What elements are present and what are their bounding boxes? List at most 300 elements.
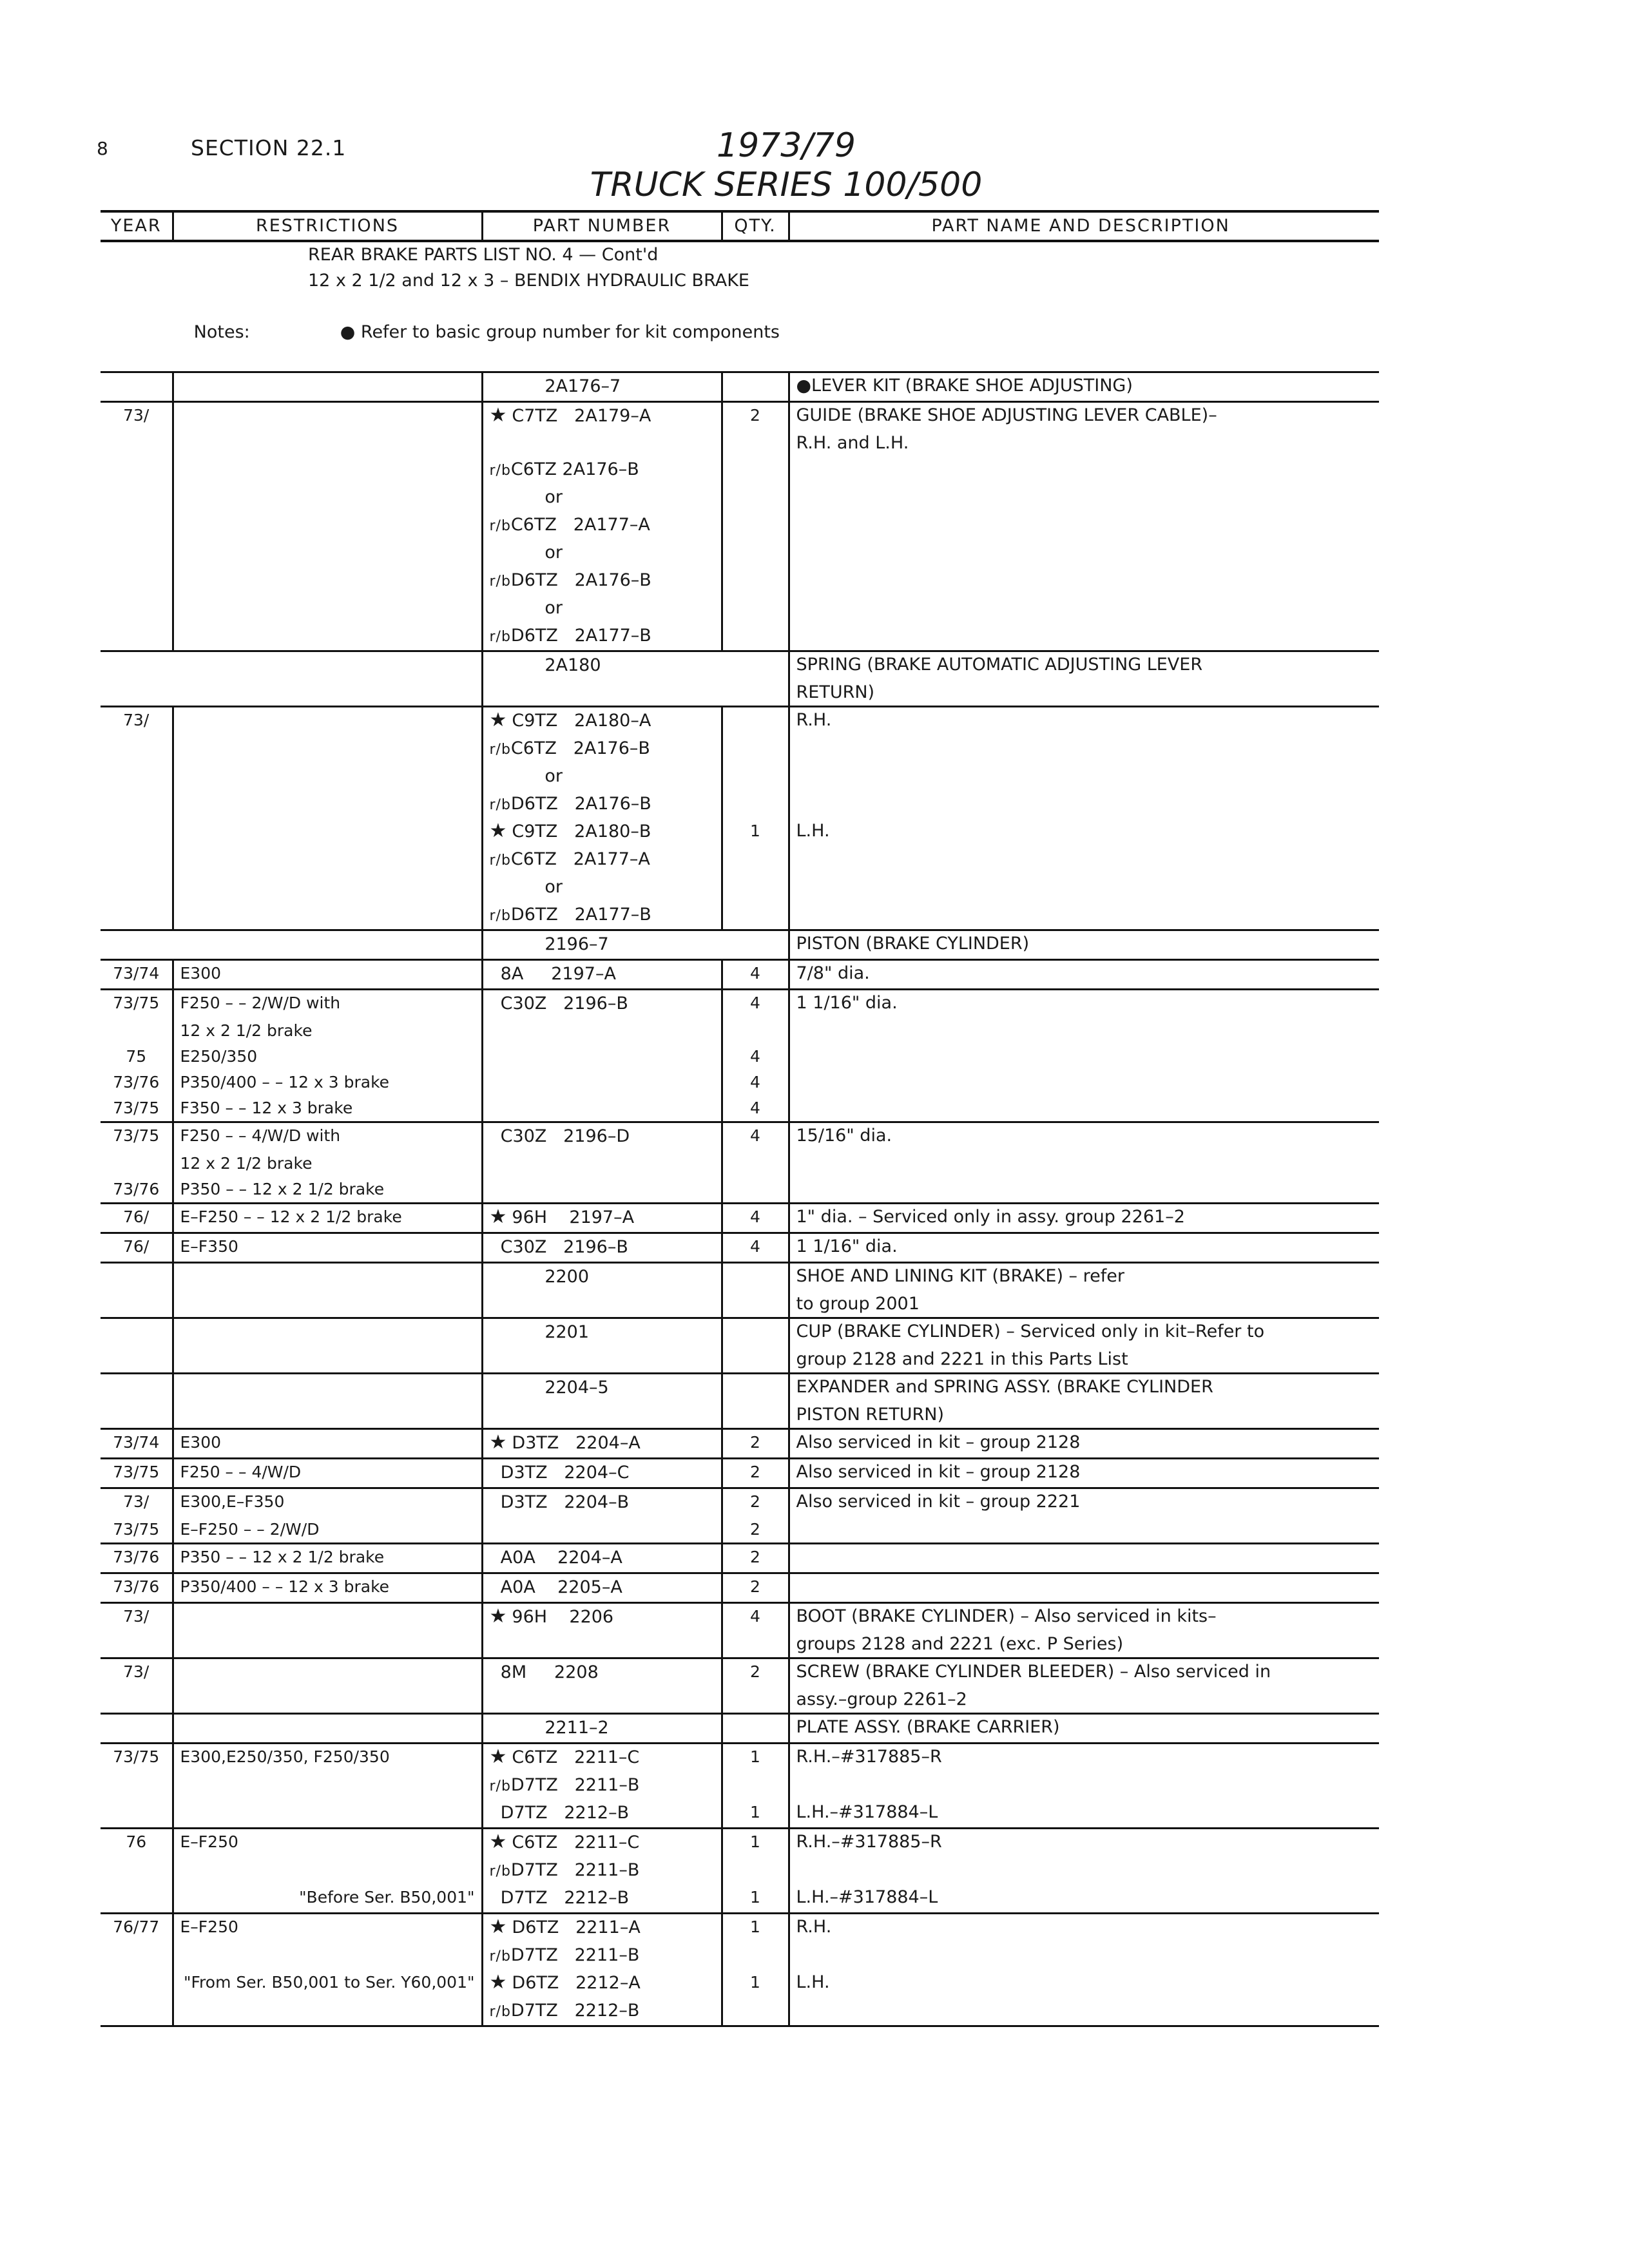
restrictions-cell [173, 1347, 482, 1374]
year-cell [101, 901, 173, 930]
qty-cell: 4 [722, 1070, 789, 1095]
part-number: C6TZ 2A177–A [510, 849, 650, 869]
qty-cell [722, 1318, 789, 1347]
part-number-cell [482, 680, 722, 707]
description-cell: RETURN) [789, 680, 1379, 707]
part-number-cell [482, 1233, 722, 1263]
year-cell [101, 763, 173, 791]
part-number: 2200 [489, 1267, 590, 1287]
qty-cell [722, 763, 789, 791]
description-cell [789, 1857, 1379, 1885]
part-number: A0A 2204–A [489, 1548, 622, 1568]
year-cell [101, 1318, 173, 1347]
restrictions-cell [173, 539, 482, 567]
description-cell: 1 1/16" dia. [789, 990, 1379, 1019]
qty-cell: 2 [722, 1544, 789, 1573]
part-number: D7TZ 2211–B [510, 1860, 640, 1880]
restrictions-cell: 12 x 2 1/2 brake [173, 1151, 482, 1177]
part-number: D7TZ 2211–B [510, 1945, 640, 1965]
part-number: 2A180 [489, 655, 601, 675]
description-cell: EXPANDER and SPRING ASSY. (BRAKE CYLINDER [789, 1374, 1379, 1403]
year-cell [101, 1347, 173, 1374]
part-number-cell [482, 1544, 722, 1573]
year-cell [101, 874, 173, 901]
description-cell [789, 874, 1379, 901]
year-cell [101, 1997, 173, 2026]
parts-table [101, 210, 1379, 2027]
restrictions-cell [173, 1318, 482, 1347]
qty-cell [722, 930, 789, 960]
part-number-cell [482, 1347, 722, 1374]
table-row [101, 1233, 1379, 1263]
description-cell [789, 1772, 1379, 1800]
table-row [101, 1429, 1379, 1459]
year-cell: 75 [126, 1047, 147, 1066]
year-cell [101, 930, 173, 960]
table-row [101, 1942, 1379, 1970]
qty-cell [722, 456, 789, 484]
restrictions-cell [173, 456, 482, 484]
part-number-cell [482, 791, 722, 818]
table-row [101, 456, 1379, 484]
description-cell [789, 1573, 1379, 1603]
year-cell [101, 735, 173, 763]
table-row [101, 1095, 1379, 1122]
header-description: PART NAME AND DESCRIPTION [789, 211, 1379, 241]
part-number: D3TZ 2204–A [512, 1433, 641, 1453]
restrictions-cell: F250 – – 4/W/D with [173, 1122, 482, 1151]
title-series: TRUCK SERIES 100/500 [590, 166, 983, 205]
description-cell [789, 1070, 1379, 1095]
part-number-cell [482, 1772, 722, 1800]
part-number-cell [482, 456, 722, 484]
restrictions-cell [173, 651, 482, 680]
star-icon: ★ [489, 820, 507, 842]
star-icon: ★ [489, 709, 507, 731]
qty-cell: 4 [722, 1603, 789, 1632]
restrictions-cell: F250 – – 2/W/D with [173, 990, 482, 1019]
notes-line-1: REAR BRAKE PARTS LIST NO. 4 — Cont'd [308, 245, 659, 265]
year-cell [101, 1291, 173, 1318]
year-cell: 73/ [101, 707, 173, 736]
year-cell [101, 1374, 173, 1403]
replaced-by-prefix: r/b [489, 573, 511, 590]
restrictions-cell [173, 484, 482, 512]
description-cell: CUP (BRAKE CYLINDER) – Serviced only in kit–Refer to [789, 1318, 1379, 1347]
year-cell [101, 484, 173, 512]
qty-cell [722, 567, 789, 595]
part-number-cell [482, 1177, 722, 1204]
description-cell: assy.–group 2261–2 [789, 1687, 1379, 1714]
year-cell: 76/ [101, 1204, 173, 1233]
part-number-cell [482, 1687, 722, 1714]
restrictions-cell: P350/400 – – 12 x 3 brake [173, 1070, 482, 1095]
qty-cell [722, 430, 789, 456]
replaced-by-prefix: r/b [489, 629, 511, 645]
description-cell: PISTON RETURN) [789, 1402, 1379, 1429]
part-number: 96H 2206 [512, 1607, 614, 1627]
part-number: C6TZ 2A177–A [510, 515, 650, 535]
part-number-cell [482, 1402, 722, 1429]
qty-cell [722, 1263, 789, 1292]
part-number: or [489, 766, 563, 786]
restrictions-cell [173, 763, 482, 791]
restrictions-cell [173, 930, 482, 960]
header-restrictions: RESTRICTIONS [173, 211, 482, 241]
description-cell: PLATE ASSY. (BRAKE CARRIER) [789, 1714, 1379, 1744]
star-icon: ★ [489, 1831, 507, 1853]
table-row [101, 1374, 1379, 1403]
year-cell: 73/ [101, 1603, 173, 1632]
part-number-cell [482, 1095, 722, 1122]
part-number: C6TZ 2211–C [512, 1832, 640, 1852]
part-number-cell [482, 372, 722, 402]
part-number: or [489, 598, 563, 618]
replaced-by-prefix: r/b [489, 2004, 511, 2020]
qty-cell: 4 [722, 1095, 789, 1122]
year-cell: 76/ [101, 1233, 173, 1263]
qty-cell [722, 539, 789, 567]
table-row [101, 1517, 1379, 1544]
description-cell: R.H.–#317885–R [789, 1744, 1379, 1773]
table-row [101, 901, 1379, 930]
year-cell: 73/75 [113, 1099, 160, 1117]
replaced-by-prefix: r/b [489, 742, 511, 758]
table-row [101, 1122, 1379, 1151]
restrictions-cell: E250/350 [173, 1044, 482, 1070]
qty-cell [722, 735, 789, 763]
restrictions-cell [173, 901, 482, 930]
star-icon: ★ [489, 404, 507, 427]
description-cell: Also serviced in kit – group 2128 [789, 1429, 1379, 1459]
restrictions-cell [173, 791, 482, 818]
restrictions-cell: E–F350 [173, 1233, 482, 1263]
year-cell [101, 680, 173, 707]
qty-cell [722, 1151, 789, 1177]
part-number: D7TZ 2212–B [489, 1888, 630, 1908]
description-cell [789, 1095, 1379, 1122]
year-cell [101, 456, 173, 484]
qty-cell: 1 [722, 1829, 789, 1858]
table-row [101, 1402, 1379, 1429]
restrictions-cell [173, 1942, 482, 1970]
part-number-cell [482, 874, 722, 901]
part-number-cell [482, 1829, 722, 1858]
restrictions-cell [173, 1714, 482, 1744]
part-number-cell [482, 1997, 722, 2026]
restrictions-cell: E300,E–F350 [173, 1488, 482, 1517]
table-row [101, 1631, 1379, 1658]
qty-cell [722, 1402, 789, 1429]
description-cell: 1" dia. – Serviced only in assy. group 2261–2 [789, 1204, 1379, 1233]
replaced-by-prefix: r/b [489, 1863, 511, 1879]
year-cell [101, 622, 173, 651]
title-years: 1973/79 [716, 126, 856, 165]
qty-cell [722, 372, 789, 402]
notes-line-2: 12 x 2 1/2 and 12 x 3 – BENDIX HYDRAULIC BRAKE [308, 271, 749, 291]
year-cell [101, 1800, 173, 1829]
qty-cell [722, 484, 789, 512]
restrictions-cell [173, 1631, 482, 1658]
part-number: C9TZ 2A180–B [512, 822, 651, 841]
year-cell [101, 846, 173, 874]
description-cell: L.H. [789, 1970, 1379, 1997]
page-number: 8 [97, 138, 108, 159]
qty-cell: 4 [722, 1044, 789, 1070]
restrictions-cell [173, 1687, 482, 1714]
qty-cell [722, 1347, 789, 1374]
description-cell: L.H.–#317884–L [789, 1800, 1379, 1829]
qty-cell [722, 595, 789, 622]
part-number: D7TZ 2211–B [510, 1775, 640, 1795]
part-number-cell [482, 846, 722, 874]
restrictions-cell [173, 430, 482, 456]
part-number-cell [482, 1800, 722, 1829]
restrictions-cell [173, 1603, 482, 1632]
description-cell: L.H. [789, 818, 1379, 846]
restrictions-cell [173, 1291, 482, 1318]
part-number: C6TZ 2A176–B [510, 459, 639, 479]
part-number-cell [482, 930, 722, 960]
qty-cell: 1 [722, 1914, 789, 1943]
star-icon: ★ [489, 1206, 507, 1228]
year-cell: 73/ [101, 402, 173, 431]
qty-cell [722, 680, 789, 707]
restrictions-cell [173, 680, 482, 707]
restrictions-cell [173, 1800, 482, 1829]
star-icon: ★ [489, 1431, 507, 1454]
year-cell [101, 1402, 173, 1429]
year-cell: 73/ [101, 1658, 173, 1687]
part-number-cell [482, 1018, 722, 1044]
part-number-cell [482, 1291, 722, 1318]
part-number: C9TZ 2A180–A [512, 711, 651, 731]
table-row [101, 1151, 1379, 1177]
table-row [101, 735, 1379, 763]
part-number: D6TZ 2212–A [512, 1973, 641, 1993]
table-row [101, 1044, 1379, 1070]
table-row [101, 1018, 1379, 1044]
table-row [101, 1800, 1379, 1829]
table-row [101, 791, 1379, 818]
description-cell [789, 595, 1379, 622]
year-cell [101, 430, 173, 456]
qty-cell [722, 1714, 789, 1744]
part-number: C30Z 2196–B [489, 994, 628, 1014]
replaced-by-prefix: r/b [489, 852, 511, 869]
restrictions-cell [173, 372, 482, 402]
table-row [101, 1970, 1379, 1997]
description-cell [789, 567, 1379, 595]
description-cell: 15/16" dia. [789, 1122, 1379, 1151]
part-number: 2204–5 [489, 1378, 609, 1398]
star-icon: ★ [489, 1971, 507, 1994]
year-cell [101, 1942, 173, 1970]
part-number-cell [482, 1044, 722, 1070]
description-cell: R.H. [789, 1914, 1379, 1943]
restrictions-cell [173, 1263, 482, 1292]
year-cell [101, 372, 173, 402]
part-number: 2201 [489, 1322, 590, 1342]
qty-cell [722, 707, 789, 736]
restrictions-cell: E300,E250/350, F250/350 [173, 1744, 482, 1773]
description-cell [789, 539, 1379, 567]
description-cell [789, 484, 1379, 512]
description-cell [789, 1517, 1379, 1544]
description-cell: GUIDE (BRAKE SHOE ADJUSTING LEVER CABLE)– [789, 402, 1379, 431]
part-number: D3TZ 2204–B [489, 1492, 630, 1512]
restrictions-cell: E300 [173, 960, 482, 990]
replaced-by-prefix: r/b [489, 908, 511, 924]
description-cell: PISTON (BRAKE CYLINDER) [789, 930, 1379, 960]
year-cell [101, 1857, 173, 1885]
part-number-cell [482, 1070, 722, 1095]
replaced-by-prefix: r/b [489, 518, 511, 534]
part-number-cell [482, 1151, 722, 1177]
restrictions-cell [173, 512, 482, 539]
qty-cell [722, 846, 789, 874]
description-cell [789, 791, 1379, 818]
year-cell: 76/77 [101, 1914, 173, 1943]
part-number-cell [482, 539, 722, 567]
restrictions-cell: P350 – – 12 x 2 1/2 brake [173, 1177, 482, 1204]
part-number: 96H 2197–A [512, 1207, 635, 1227]
restrictions-cell: P350/400 – – 12 x 3 brake [173, 1573, 482, 1603]
part-number: D6TZ 2A177–B [510, 626, 651, 646]
year-cell [101, 1151, 173, 1177]
table-row [101, 484, 1379, 512]
description-cell [789, 1544, 1379, 1573]
description-cell: ●LEVER KIT (BRAKE SHOE ADJUSTING) [789, 372, 1379, 402]
year-cell [101, 1631, 173, 1658]
part-number-cell [482, 1658, 722, 1687]
qty-cell: 4 [722, 960, 789, 990]
section-label: SECTION 22.1 [191, 135, 347, 160]
description-cell: BOOT (BRAKE CYLINDER) – Also serviced in kits– [789, 1603, 1379, 1632]
qty-cell: 4 [722, 1233, 789, 1263]
table-row [101, 1914, 1379, 1943]
part-number-cell [482, 402, 722, 431]
description-cell [789, 1942, 1379, 1970]
year-cell: 73/75 [113, 1520, 160, 1539]
part-number: D6TZ 2211–A [512, 1917, 641, 1937]
header-part-number: PART NUMBER [482, 211, 722, 241]
part-number: C6TZ 2211–C [512, 1747, 640, 1767]
restrictions-cell: P350 – – 12 x 2 1/2 brake [173, 1544, 482, 1573]
part-number-cell [482, 901, 722, 930]
description-cell: to group 2001 [789, 1291, 1379, 1318]
year-cell [101, 1772, 173, 1800]
qty-cell [722, 1772, 789, 1800]
year-cell: 73/ [101, 1488, 173, 1517]
header-year: YEAR [101, 211, 173, 241]
restrictions-cell [173, 1857, 482, 1885]
part-number-cell [482, 1122, 722, 1151]
qty-cell [722, 1018, 789, 1044]
part-number-cell [482, 1970, 722, 1997]
year-cell [101, 1970, 173, 1997]
qty-cell: 1 [722, 1970, 789, 1997]
table-row [101, 1772, 1379, 1800]
part-number: D6TZ 2A176–B [510, 794, 651, 814]
restrictions-cell [173, 1772, 482, 1800]
notes-row [101, 241, 1379, 268]
table-row [101, 1318, 1379, 1347]
qty-cell: 1 [722, 1800, 789, 1829]
qty-cell: 2 [722, 402, 789, 431]
qty-cell: 2 [722, 1658, 789, 1687]
part-number-cell [482, 595, 722, 622]
restrictions-cell: E300 [173, 1429, 482, 1459]
table-row [101, 1573, 1379, 1603]
qty-cell [722, 1687, 789, 1714]
year-cell: 73/75 [101, 1122, 173, 1151]
replaced-by-prefix: r/b [489, 1778, 511, 1794]
qty-cell [722, 1374, 789, 1403]
table-row [101, 1744, 1379, 1773]
table-row [101, 595, 1379, 622]
restrictions-cell: "From Ser. B50,001 to Ser. Y60,001" [173, 1970, 482, 1997]
qty-cell: 4 [722, 1122, 789, 1151]
part-number-cell [482, 1488, 722, 1517]
star-icon: ★ [489, 1605, 507, 1628]
page-title [516, 126, 1057, 206]
restrictions-cell [173, 595, 482, 622]
year-cell [101, 1687, 173, 1714]
table-row [101, 402, 1379, 431]
qty-cell [722, 1177, 789, 1204]
qty-cell: 4 [722, 1204, 789, 1233]
qty-cell [722, 1857, 789, 1885]
qty-cell [722, 1291, 789, 1318]
part-number: D3TZ 2204–C [489, 1463, 630, 1483]
table-row [101, 960, 1379, 990]
restrictions-cell [173, 402, 482, 431]
restrictions-cell [173, 707, 482, 736]
table-row [101, 1687, 1379, 1714]
table-row [101, 1347, 1379, 1374]
table-row [101, 1263, 1379, 1292]
part-number: 8A 2197–A [489, 964, 616, 984]
table-row [101, 539, 1379, 567]
qty-cell: 2 [722, 1517, 789, 1544]
part-number-cell [482, 1857, 722, 1885]
year-cell: 73/74 [101, 960, 173, 990]
part-number: C7TZ 2A179–A [512, 406, 651, 426]
part-number-cell [482, 1459, 722, 1488]
description-cell [789, 735, 1379, 763]
qty-cell [722, 791, 789, 818]
part-number-cell [482, 735, 722, 763]
table-row [101, 622, 1379, 651]
part-number: C30Z 2196–B [489, 1237, 628, 1257]
qty-cell [722, 651, 789, 680]
table-row [101, 1070, 1379, 1095]
year-cell: 76 [101, 1829, 173, 1858]
table-row [101, 1459, 1379, 1488]
year-cell [101, 1714, 173, 1744]
description-cell: L.H.–#317884–L [789, 1885, 1379, 1914]
restrictions-cell: 12 x 2 1/2 brake [173, 1018, 482, 1044]
restrictions-cell [173, 874, 482, 901]
restrictions-cell [173, 567, 482, 595]
restrictions-cell [173, 622, 482, 651]
description-cell: R.H.–#317885–R [789, 1829, 1379, 1858]
notes-row [101, 294, 1379, 372]
year-cell: 73/75 [101, 1459, 173, 1488]
table-row [101, 1204, 1379, 1233]
table-row [101, 763, 1379, 791]
